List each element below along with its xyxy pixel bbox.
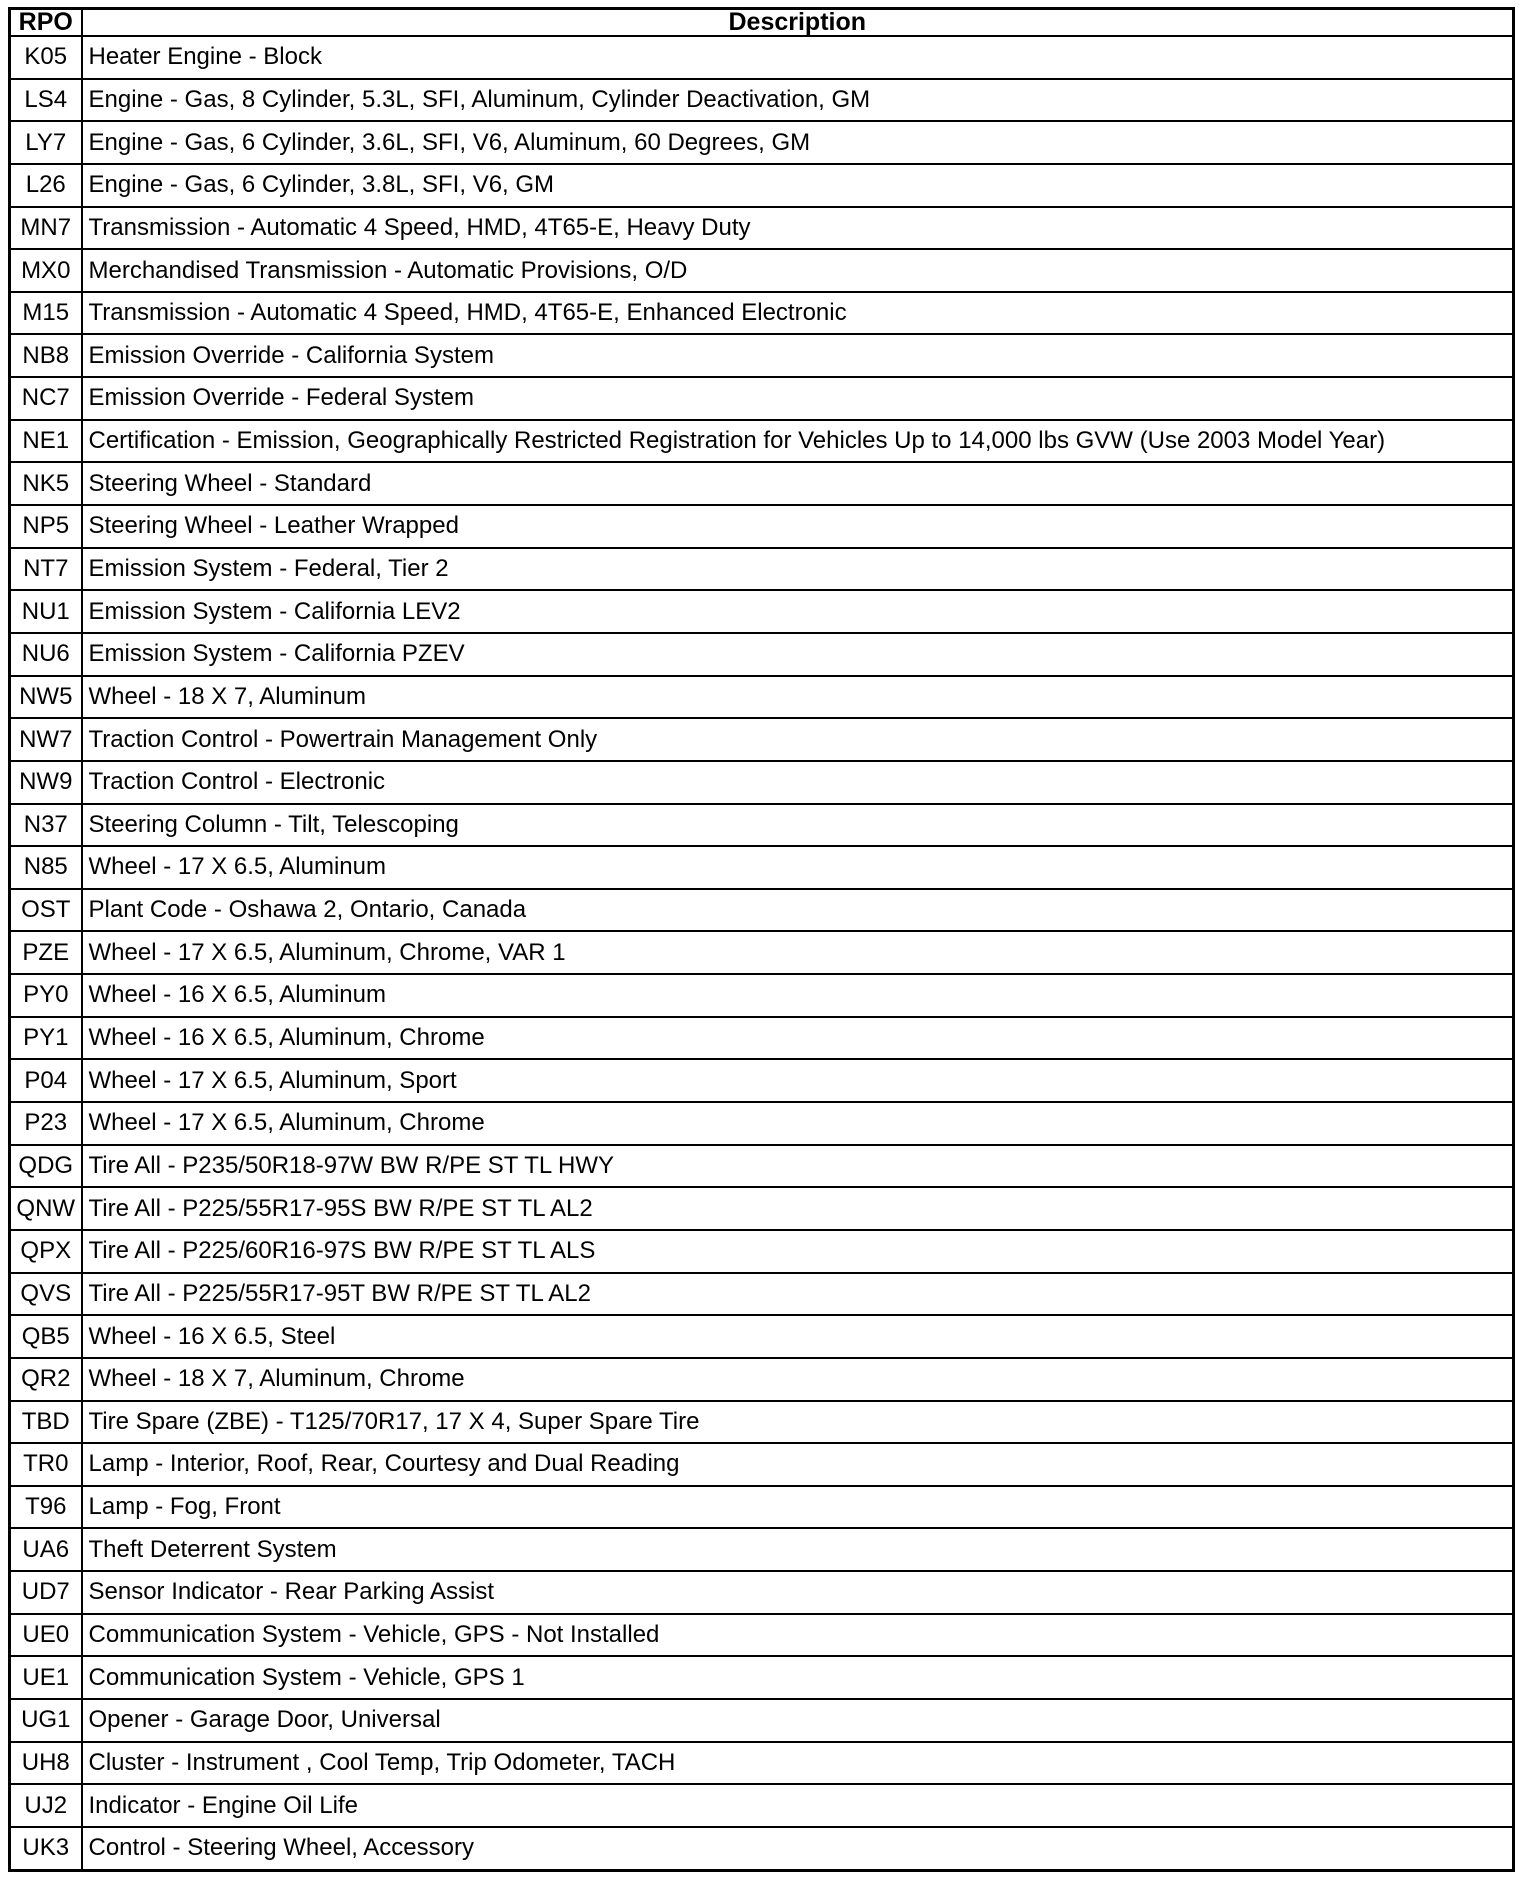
table-row — [10, 79, 1514, 122]
table-row — [10, 718, 1514, 761]
rpo-code-cell: UJ2 — [10, 1784, 82, 1827]
table-row — [10, 1656, 1514, 1699]
rpo-code-cell: NB8 — [10, 334, 82, 377]
rpo-code-cell: NT7 — [10, 548, 82, 591]
table-row — [10, 846, 1514, 889]
rpo-code-cell: NW9 — [10, 761, 82, 804]
rpo-code-cell: N85 — [10, 846, 82, 889]
description-cell: Communication System - Vehicle, GPS - Not Installed — [82, 1614, 1514, 1657]
rpo-code-cell: UH8 — [10, 1742, 82, 1785]
rpo-code-cell: NP5 — [10, 505, 82, 548]
rpo-code-cell: TBD — [10, 1401, 82, 1444]
table-row — [10, 1358, 1514, 1401]
description-cell: Cluster - Instrument , Cool Temp, Trip Odometer, TACH — [82, 1742, 1514, 1785]
table-row — [10, 931, 1514, 974]
table-row — [10, 761, 1514, 804]
description-cell: Wheel - 16 X 6.5, Steel — [82, 1315, 1514, 1358]
description-cell: Wheel - 17 X 6.5, Aluminum, Chrome, VAR 1 — [82, 931, 1514, 974]
table-row — [10, 1614, 1514, 1657]
table-row — [10, 462, 1514, 505]
rpo-code-cell: QPX — [10, 1230, 82, 1273]
description-cell: Transmission - Automatic 4 Speed, HMD, 4T65-E, Heavy Duty — [82, 207, 1514, 250]
table-row — [10, 377, 1514, 420]
rpo-code-cell: QNW — [10, 1187, 82, 1230]
table-row — [10, 676, 1514, 719]
rpo-code-cell: M15 — [10, 292, 82, 335]
rpo-code-cell: UG1 — [10, 1699, 82, 1742]
rpo-code-cell: UE0 — [10, 1614, 82, 1657]
description-cell: Plant Code - Oshawa 2, Ontario, Canada — [82, 889, 1514, 932]
rpo-code-cell: TR0 — [10, 1443, 82, 1486]
table-row — [10, 1486, 1514, 1529]
rpo-code-cell: UD7 — [10, 1571, 82, 1614]
description-cell: Steering Wheel - Standard — [82, 462, 1514, 505]
description-cell: Lamp - Fog, Front — [82, 1486, 1514, 1529]
description-cell: Wheel - 17 X 6.5, Aluminum, Sport — [82, 1059, 1514, 1102]
table-row — [10, 1742, 1514, 1785]
table-row — [10, 548, 1514, 591]
rpo-table — [8, 7, 1515, 1872]
rpo-code-cell: PY1 — [10, 1017, 82, 1060]
rpo-document — [8, 7, 1512, 1872]
rpo-code-cell: UE1 — [10, 1656, 82, 1699]
table-row — [10, 1571, 1514, 1614]
rpo-code-cell: NE1 — [10, 420, 82, 463]
rpo-code-cell: L26 — [10, 164, 82, 207]
description-cell: Wheel - 16 X 6.5, Aluminum — [82, 974, 1514, 1017]
description-cell: Certification - Emission, Geographically Restricted Registration for Vehicles Up to 14,000 lbs GVW (Use 2003 Model Year) — [82, 420, 1514, 463]
table-row — [10, 292, 1514, 335]
rpo-code-cell: LY7 — [10, 121, 82, 164]
table-row — [10, 1401, 1514, 1444]
description-cell: Wheel - 16 X 6.5, Aluminum, Chrome — [82, 1017, 1514, 1060]
table-body — [10, 36, 1514, 1871]
description-cell: Steering Wheel - Leather Wrapped — [82, 505, 1514, 548]
description-cell: Lamp - Interior, Roof, Rear, Courtesy and Dual Reading — [82, 1443, 1514, 1486]
table-row — [10, 164, 1514, 207]
description-cell: Transmission - Automatic 4 Speed, HMD, 4T65-E, Enhanced Electronic — [82, 292, 1514, 335]
table-row — [10, 334, 1514, 377]
description-cell: Control - Steering Wheel, Accessory — [82, 1827, 1514, 1871]
description-column-header: Description — [82, 9, 1514, 37]
description-cell: Wheel - 18 X 7, Aluminum — [82, 676, 1514, 719]
table-row — [10, 889, 1514, 932]
rpo-column-header: RPO — [10, 9, 82, 37]
table-row — [10, 1102, 1514, 1145]
rpo-code-cell: NW5 — [10, 676, 82, 719]
rpo-code-cell: NK5 — [10, 462, 82, 505]
description-cell: Traction Control - Electronic — [82, 761, 1514, 804]
rpo-code-cell: OST — [10, 889, 82, 932]
rpo-code-cell: NC7 — [10, 377, 82, 420]
description-cell: Indicator - Engine Oil Life — [82, 1784, 1514, 1827]
rpo-code-cell: T96 — [10, 1486, 82, 1529]
description-cell: Heater Engine - Block — [82, 36, 1514, 79]
rpo-code-cell: NU6 — [10, 633, 82, 676]
description-cell: Engine - Gas, 8 Cylinder, 5.3L, SFI, Aluminum, Cylinder Deactivation, GM — [82, 79, 1514, 122]
rpo-code-cell: LS4 — [10, 79, 82, 122]
table-row — [10, 1699, 1514, 1742]
table-row — [10, 1528, 1514, 1571]
rpo-code-cell: UK3 — [10, 1827, 82, 1871]
table-row — [10, 590, 1514, 633]
table-row — [10, 1230, 1514, 1273]
description-cell: Engine - Gas, 6 Cylinder, 3.6L, SFI, V6, Aluminum, 60 Degrees, GM — [82, 121, 1514, 164]
table-row — [10, 36, 1514, 79]
rpo-code-cell: PZE — [10, 931, 82, 974]
description-cell: Steering Column - Tilt, Telescoping — [82, 804, 1514, 847]
table-row — [10, 1443, 1514, 1486]
table-row — [10, 1827, 1514, 1871]
description-cell: Wheel - 17 X 6.5, Aluminum — [82, 846, 1514, 889]
rpo-code-cell: NU1 — [10, 590, 82, 633]
table-row — [10, 1273, 1514, 1316]
description-cell: Tire All - P225/60R16-97S BW R/PE ST TL ALS — [82, 1230, 1514, 1273]
description-cell: Wheel - 17 X 6.5, Aluminum, Chrome — [82, 1102, 1514, 1145]
rpo-code-cell: MX0 — [10, 249, 82, 292]
table-row — [10, 1315, 1514, 1358]
description-cell: Tire All - P235/50R18-97W BW R/PE ST TL HWY — [82, 1145, 1514, 1188]
table-row — [10, 121, 1514, 164]
table-row — [10, 249, 1514, 292]
description-cell: Tire All - P225/55R17-95S BW R/PE ST TL AL2 — [82, 1187, 1514, 1230]
description-cell: Emission Override - California System — [82, 334, 1514, 377]
rpo-code-cell: QR2 — [10, 1358, 82, 1401]
table-row — [10, 1059, 1514, 1102]
rpo-code-cell: NW7 — [10, 718, 82, 761]
description-cell: Emission System - California LEV2 — [82, 590, 1514, 633]
description-cell: Opener - Garage Door, Universal — [82, 1699, 1514, 1742]
description-cell: Communication System - Vehicle, GPS 1 — [82, 1656, 1514, 1699]
description-cell: Theft Deterrent System — [82, 1528, 1514, 1571]
rpo-code-cell: PY0 — [10, 974, 82, 1017]
table-row — [10, 505, 1514, 548]
rpo-code-cell: P04 — [10, 1059, 82, 1102]
table-row — [10, 1017, 1514, 1060]
description-cell: Emission Override - Federal System — [82, 377, 1514, 420]
table-row — [10, 420, 1514, 463]
rpo-code-cell: QVS — [10, 1273, 82, 1316]
rpo-code-cell: MN7 — [10, 207, 82, 250]
description-cell: Tire Spare (ZBE) - T125/70R17, 17 X 4, Super Spare Tire — [82, 1401, 1514, 1444]
table-row — [10, 804, 1514, 847]
description-cell: Engine - Gas, 6 Cylinder, 3.8L, SFI, V6, GM — [82, 164, 1514, 207]
rpo-code-cell: QB5 — [10, 1315, 82, 1358]
table-header-row — [10, 9, 1514, 37]
table-row — [10, 633, 1514, 676]
description-cell: Emission System - California PZEV — [82, 633, 1514, 676]
table-row — [10, 1187, 1514, 1230]
table-row — [10, 1145, 1514, 1188]
description-cell: Traction Control - Powertrain Management Only — [82, 718, 1514, 761]
rpo-code-cell: UA6 — [10, 1528, 82, 1571]
table-row — [10, 974, 1514, 1017]
rpo-code-cell: N37 — [10, 804, 82, 847]
description-cell: Merchandised Transmission - Automatic Provisions, O/D — [82, 249, 1514, 292]
rpo-code-cell: QDG — [10, 1145, 82, 1188]
description-cell: Tire All - P225/55R17-95T BW R/PE ST TL AL2 — [82, 1273, 1514, 1316]
description-cell: Wheel - 18 X 7, Aluminum, Chrome — [82, 1358, 1514, 1401]
description-cell: Emission System - Federal, Tier 2 — [82, 548, 1514, 591]
rpo-code-cell: K05 — [10, 36, 82, 79]
table-row — [10, 207, 1514, 250]
table-row — [10, 1784, 1514, 1827]
rpo-code-cell: P23 — [10, 1102, 82, 1145]
description-cell: Sensor Indicator - Rear Parking Assist — [82, 1571, 1514, 1614]
